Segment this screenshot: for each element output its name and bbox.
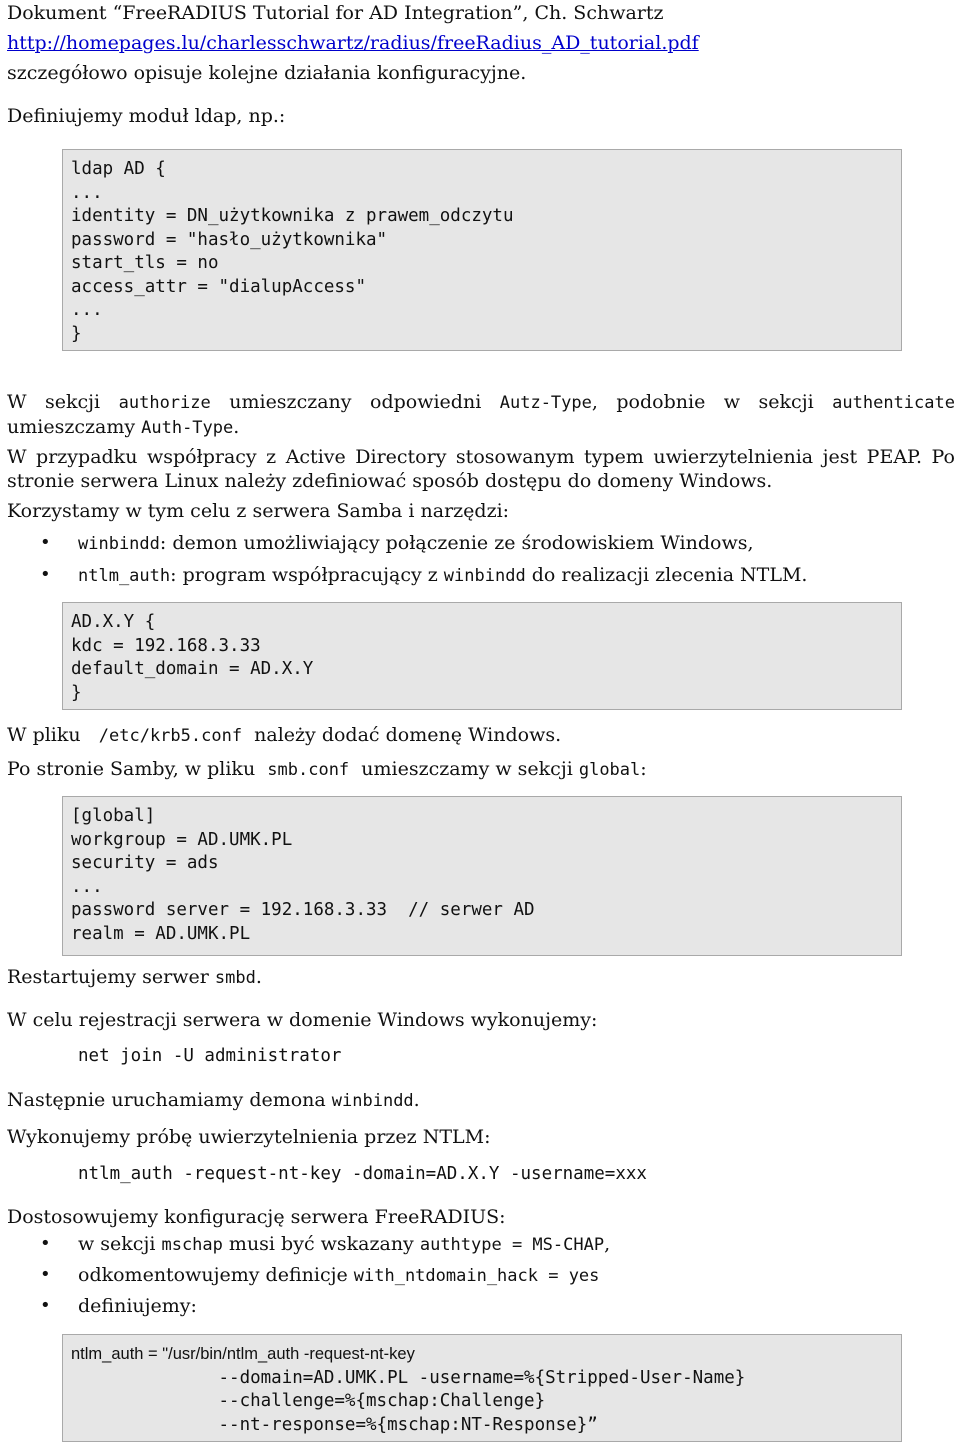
freeradius-paragraph: Dostosowujemy konfigurację serwera FreeRADIUS: (7, 1206, 506, 1228)
code-line: default_domain = AD.X.Y (71, 659, 314, 679)
code-line: password server = 192.168.3.33 // serwer AD (71, 900, 535, 920)
list-item-winbindd: winbindd: demon umożliwiający połączenie ze środowiskiem Windows, (78, 532, 754, 554)
code-block-ntlm-auth (62, 1334, 902, 1442)
peap-paragraph-line-2: stronie serwera Linux należy zdefiniować sposób dostępu do domeny Windows. (7, 470, 773, 492)
ntlm-test-command: ntlm_auth -request-nt-key -domain=AD.X.Y -username=xxx (78, 1164, 647, 1184)
list-item-mschap: w sekcji mschap musi być wskazany authtype = MS-CHAP, (78, 1233, 611, 1255)
ntlm-test-paragraph: Wykonujemy próbę uwierzytelnienia przez NTLM: (7, 1126, 491, 1148)
authorize-paragraph-line-2: umieszczamy Auth-Type. (7, 416, 240, 438)
code-block-ldap (62, 149, 902, 351)
code-block-krb5 (62, 602, 902, 710)
krb5-paragraph: W pliku /etc/krb5.conf należy dodać domenę Windows. (7, 724, 562, 746)
code-line: AD.X.Y { (71, 612, 156, 632)
code-line: realm = AD.UMK.PL (71, 923, 251, 944)
code-line: --nt-response=%{mschap:NT-Response}” (71, 1414, 598, 1435)
bullet-icon: • (40, 1295, 51, 1316)
code-line: start_tls = no (71, 253, 219, 273)
code-line: ... (71, 182, 103, 203)
code-line: [global] (71, 806, 156, 826)
define-module-text: Definiujemy moduł ldap, np.: (7, 105, 286, 127)
join-paragraph: W celu rejestracji serwera w domenie Windows wykonujemy: (7, 1009, 598, 1031)
intro-line-1: Dokument “FreeRADIUS Tutorial for AD Integration”, Ch. Schwartz (7, 2, 664, 24)
join-command: net join -U administrator (78, 1046, 342, 1066)
bullet-icon: • (40, 532, 51, 553)
code-line: } (71, 682, 82, 703)
code-line: password = "hasło_użytkownika" (71, 229, 388, 250)
code-line: kdc = 192.168.3.33 (71, 635, 261, 656)
tutorial-link[interactable]: http://homepages.lu/charlesschwartz/radius/freeRadius_AD_tutorial.pdf (7, 32, 699, 54)
bullet-icon: • (40, 1233, 51, 1254)
code-line: --domain=AD.UMK.PL -username=%{Stripped-User-Name} (71, 1367, 746, 1388)
list-item-ntdomain: odkomentowujemy definicje with_ntdomain_hack = yes (78, 1264, 600, 1286)
code-line: identity = DN_użytkownika z prawem_odczytu (71, 206, 514, 226)
list-item-ntlm-auth: ntlm_auth: program współpracujący z winbindd do realizacji zlecenia NTLM. (78, 564, 808, 586)
code-line: ... (71, 876, 103, 897)
code-line: security = ads (71, 853, 219, 873)
code-line: ... (71, 300, 103, 320)
code-block-smb (62, 796, 902, 956)
winbindd-paragraph: Następnie uruchamiamy demona winbindd. (7, 1089, 420, 1111)
samba-intro-text: Korzystamy w tym celu z serwera Samba i narzędzi: (7, 500, 510, 522)
bullet-icon: • (40, 564, 51, 585)
bullet-icon: • (40, 1264, 51, 1285)
restart-paragraph: Restartujemy serwer smbd. (7, 966, 262, 988)
code-line: workgroup = AD.UMK.PL (71, 829, 293, 850)
tutorial-link-line (7, 31, 699, 55)
code-line: --challenge=%{mschap:Challenge} (71, 1391, 546, 1411)
code-line: } (71, 323, 82, 344)
code-line: ntlm_auth = "/usr/bin/ntlm_auth -request-nt-key (71, 1345, 415, 1363)
intro-line-3: szczegółowo opisuje kolejne działania konfiguracyjne. (7, 62, 527, 84)
peap-paragraph-line-1: W przypadku współpracy z Active Directory stosowanym typem uwierzytelnienia jest PEAP. Po (7, 446, 955, 468)
list-item-define: definiujemy: (78, 1295, 197, 1317)
code-line: access_attr = "dialupAccess" (71, 276, 367, 297)
smb-conf-paragraph: Po stronie Samby, w pliku smb.conf umieszczamy w sekcji global: (7, 758, 647, 780)
authorize-paragraph-line-1: W sekcji authorize umieszczany odpowiedni Autz-Type, podobnie w sekcji authenticate (7, 391, 955, 413)
code-line: ldap AD { (71, 159, 166, 179)
